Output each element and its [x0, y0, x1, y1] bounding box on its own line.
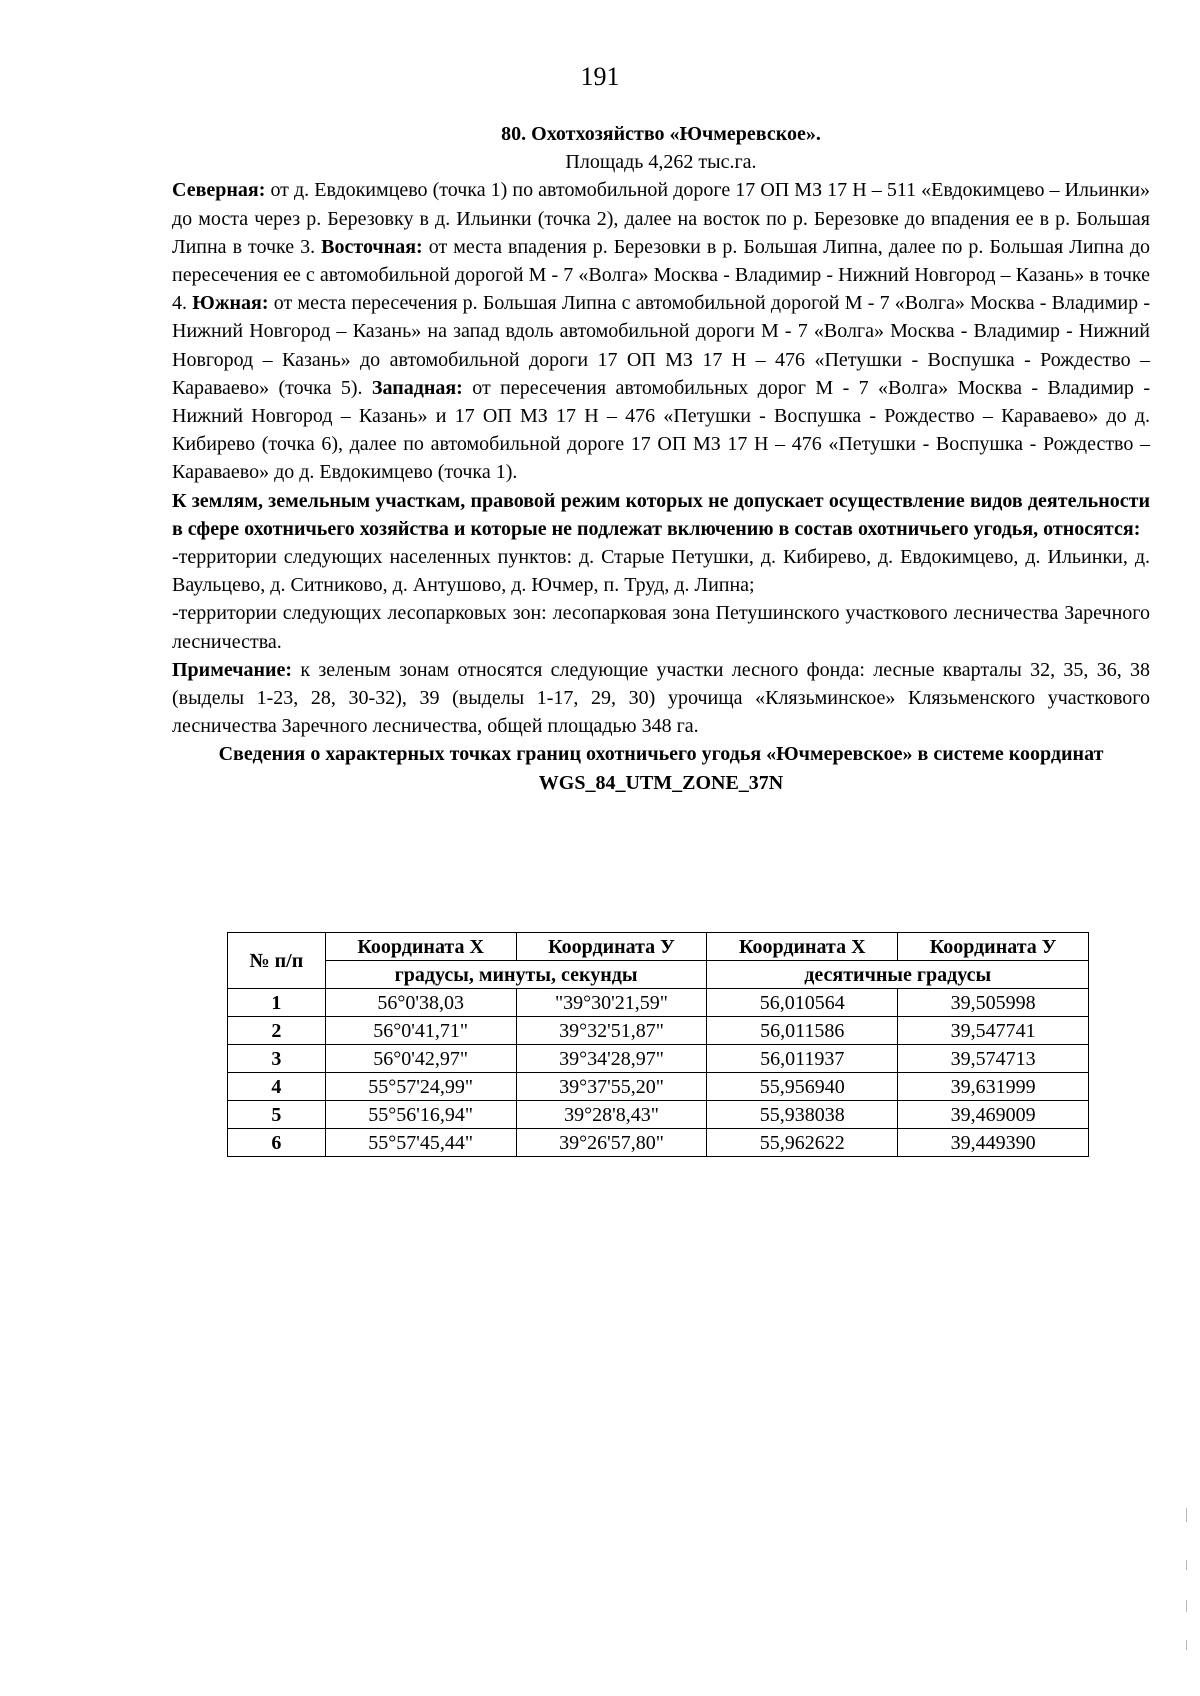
east-text: от места впадения р. Березовки в р. Большая Липна, далее по р. Большая Липна до пересечения ее с автомобильной дорогой М - 7 «Волга» Москва - Владимир - Нижний Новгород – Казань» в точке 4.: [172, 235, 1150, 315]
header-dec-unit: десятичные градусы: [707, 961, 1089, 989]
scan-artifact-mark: [1186, 1560, 1187, 1570]
table-row: [228, 1045, 1089, 1073]
table-row: [228, 1129, 1089, 1157]
header-num: № п/п: [228, 933, 326, 989]
table-row: [228, 1073, 1089, 1101]
cell-y-dec: 39,631999: [898, 1073, 1089, 1101]
table-row: [228, 989, 1089, 1017]
cell-x-dms: 55°57'24,99": [325, 1073, 516, 1101]
table-title: Сведения о характерных точках границ охотничьего угодья «Ючмеревское» в системе координат WGS_84_UTM_ZONE_37N: [218, 743, 1104, 794]
cell-x-dec: 55,938038: [707, 1101, 898, 1129]
header-coord-y-dec: Координата У: [898, 933, 1089, 961]
boundaries-paragraph: [172, 176, 1150, 486]
cell-x-dec: 56,010564: [707, 989, 898, 1017]
west-label: Западная:: [371, 376, 463, 399]
table-units-row: [228, 961, 1089, 989]
scan-artifact-mark: [1186, 1640, 1187, 1650]
south-text: от места пересечения р. Большая Липна с автомобильной дорогой М - 7 «Волга» Москва - Владимир - Нижний Новгород – Казань» на запад вдоль автомобильной дороги М - 7 «Волга» Москва - Владимир - Нижний Новгород – Казань» до автомобильной дороги 17 ОП МЗ 17 Н – 476 «Петушки - Воспушка - Рождество – Караваево» (точка 5).: [172, 292, 1150, 399]
cell-y-dms: 39°28'8,43": [516, 1101, 707, 1129]
exclusions-heading: К землям, земельным участкам, правовой режим которых не допускает осуществление видов деятельности в сфере охотничьего хозяйства и которые не подлежат включению в состав охотничьего угодья, относятся:: [172, 489, 1150, 540]
table-header-row: [228, 933, 1089, 961]
scan-artifact-mark: [1186, 1508, 1187, 1522]
row-num: 5: [228, 1101, 326, 1129]
header-coord-x-dec: Координата Х: [707, 933, 898, 961]
cell-x-dec: 56,011586: [707, 1017, 898, 1045]
cell-x-dec: 55,956940: [707, 1073, 898, 1101]
cell-x-dec: 55,962622: [707, 1129, 898, 1157]
cell-y-dms: 39°26'57,80": [516, 1129, 707, 1157]
west-text: от пересечения автомобильных дорог М - 7 «Волга» Москва - Владимир - Нижний Новгород – Казань» и 17 ОП МЗ 17 Н – 476 «Петушки - Воспушка - Рождество – Караваево» до д. Кибирево (точка 6), далее по автомобильной дороге 17 ОП МЗ 17 Н – 476 «Петушки - Воспушка - Рождество – Караваево» до д. Евдокимцево (точка 1).: [172, 376, 1150, 484]
note-paragraph: [172, 656, 1150, 741]
row-num: 4: [228, 1073, 326, 1101]
scan-artifact-mark: [1186, 1600, 1187, 1612]
row-num: 2: [228, 1017, 326, 1045]
cell-x-dms: 55°56'16,94": [325, 1101, 516, 1129]
row-num: 3: [228, 1045, 326, 1073]
area-line: Площадь 4,262 тыс.га.: [565, 151, 757, 174]
cell-y-dec: 39,547741: [898, 1017, 1089, 1045]
header-coord-x-dms: Координата Х: [325, 933, 516, 961]
cell-y-dec: 39,574713: [898, 1045, 1089, 1073]
cell-x-dms: 55°57'45,44": [325, 1129, 516, 1157]
note-text: к зеленым зонам относятся следующие участки лесного фонда: лесные кварталы 32, 35, 36, 38 (выделы 1-23, 28, 30-32), 39 (выделы 1-17, 29, 30) урочища «Клязьминское» Клязьменского участкового лесничества Заречного лесничества, общей площадью 348 га.: [172, 658, 1150, 738]
coordinates-table: [227, 932, 1089, 1157]
cell-y-dms: 39°34'28,97": [516, 1045, 707, 1073]
cell-x-dms: 56°0'42,97": [325, 1045, 516, 1073]
row-num: 1: [228, 989, 326, 1017]
cell-y-dms: "39°30'21,59": [516, 989, 707, 1017]
cell-x-dms: 56°0'38,03: [325, 989, 516, 1017]
exclusions-item-forest-park: -территории следующих лесопарковых зон: лесопарковая зона Петушинского участкового лесничества Заречного лесничества.: [172, 602, 1150, 653]
exclusions-item-settlements: -территории следующих населенных пунктов: д. Старые Петушки, д. Кибирево, д. Евдокимцево, д. Ильинки, д. Ваульцево, д. Ситниково, д. Антушово, д. Ючмер, п. Труд, д. Липна;: [172, 546, 1150, 597]
cell-y-dec: 39,469009: [898, 1101, 1089, 1129]
east-label: Восточная:: [321, 235, 423, 258]
north-text: от д. Евдокимцево (точка 1) по автомобильной дороге 17 ОП МЗ 17 Н – 511 «Евдокимцево – Ильинки» до моста через р. Березовку в д. Ильинки (точка 2), далее на восток по р. Березовке до впадения ее в р. Большая Липна в точке 3.: [172, 179, 1150, 258]
north-label: Северная:: [172, 179, 266, 202]
page-number: 191: [580, 62, 620, 91]
cell-y-dms: 39°32'51,87": [516, 1017, 707, 1045]
south-label: Южная:: [192, 292, 269, 315]
table-row: [228, 1017, 1089, 1045]
section-heading: 80. Охотхозяйство «Ючмеревское».: [501, 123, 821, 145]
note-label: Примечание:: [172, 658, 293, 681]
cell-y-dec: 39,505998: [898, 989, 1089, 1017]
cell-y-dec: 39,449390: [898, 1129, 1089, 1157]
table-row: [228, 1101, 1089, 1129]
cell-x-dec: 56,011937: [707, 1045, 898, 1073]
cell-y-dms: 39°37'55,20": [516, 1073, 707, 1101]
row-num: 6: [228, 1129, 326, 1157]
header-dms-unit: градусы, минуты, секунды: [325, 961, 707, 989]
cell-x-dms: 56°0'41,71": [325, 1017, 516, 1045]
document-body: [172, 120, 1150, 797]
header-coord-y-dms: Координата У: [516, 933, 707, 961]
